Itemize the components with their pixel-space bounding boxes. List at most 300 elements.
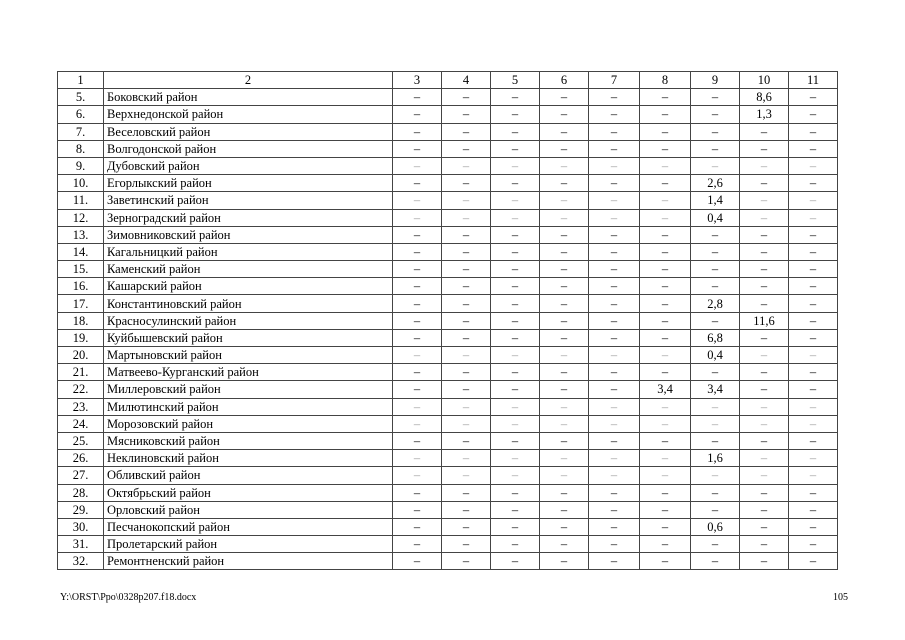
row-number: 7. bbox=[58, 123, 104, 140]
value-cell: – bbox=[640, 226, 691, 243]
district-name: Красносулинский район bbox=[104, 312, 393, 329]
row-number: 15. bbox=[58, 261, 104, 278]
value-cell: – bbox=[393, 140, 442, 157]
district-name: Кагальницкий район bbox=[104, 243, 393, 260]
value-cell: – bbox=[640, 467, 691, 484]
value-cell: – bbox=[640, 192, 691, 209]
value-cell: – bbox=[540, 398, 589, 415]
value-cell: – bbox=[540, 432, 589, 449]
value-cell: – bbox=[540, 89, 589, 106]
row-number: 18. bbox=[58, 312, 104, 329]
row-number: 25. bbox=[58, 432, 104, 449]
value-cell: – bbox=[691, 261, 740, 278]
value-cell: – bbox=[789, 226, 838, 243]
value-cell: – bbox=[491, 432, 540, 449]
column-header: 3 bbox=[393, 72, 442, 89]
value-cell: – bbox=[589, 364, 640, 381]
value-cell: – bbox=[540, 553, 589, 570]
value-cell: – bbox=[442, 501, 491, 518]
value-cell: – bbox=[789, 364, 838, 381]
value-cell: – bbox=[393, 261, 442, 278]
table-row bbox=[58, 347, 838, 364]
value-cell: – bbox=[442, 192, 491, 209]
value-cell: – bbox=[442, 243, 491, 260]
table-row bbox=[58, 261, 838, 278]
value-cell: – bbox=[740, 261, 789, 278]
value-cell: – bbox=[691, 140, 740, 157]
value-cell: – bbox=[491, 192, 540, 209]
value-cell: – bbox=[491, 415, 540, 432]
value-cell: – bbox=[393, 467, 442, 484]
value-cell: – bbox=[540, 312, 589, 329]
row-number: 24. bbox=[58, 415, 104, 432]
value-cell: – bbox=[393, 398, 442, 415]
value-cell: 0,4 bbox=[691, 347, 740, 364]
value-cell: – bbox=[491, 312, 540, 329]
district-name: Веселовский район bbox=[104, 123, 393, 140]
value-cell: – bbox=[691, 432, 740, 449]
district-name: Пролетарский район bbox=[104, 536, 393, 553]
value-cell: – bbox=[740, 192, 789, 209]
value-cell: – bbox=[589, 106, 640, 123]
value-cell: – bbox=[691, 243, 740, 260]
value-cell: – bbox=[589, 347, 640, 364]
value-cell: – bbox=[491, 518, 540, 535]
value-cell: – bbox=[589, 450, 640, 467]
value-cell: – bbox=[540, 501, 589, 518]
value-cell: – bbox=[442, 175, 491, 192]
value-cell: – bbox=[589, 123, 640, 140]
table-row bbox=[58, 467, 838, 484]
table-row bbox=[58, 89, 838, 106]
value-cell: – bbox=[393, 518, 442, 535]
value-cell: – bbox=[442, 364, 491, 381]
value-cell: – bbox=[740, 553, 789, 570]
table-row bbox=[58, 157, 838, 174]
value-cell: – bbox=[740, 536, 789, 553]
value-cell: – bbox=[393, 278, 442, 295]
district-name: Верхнедонской район bbox=[104, 106, 393, 123]
column-header: 8 bbox=[640, 72, 691, 89]
value-cell: – bbox=[691, 312, 740, 329]
value-cell: – bbox=[691, 467, 740, 484]
value-cell: – bbox=[491, 398, 540, 415]
column-header: 9 bbox=[691, 72, 740, 89]
value-cell: – bbox=[589, 398, 640, 415]
table-row bbox=[58, 123, 838, 140]
value-cell: – bbox=[540, 467, 589, 484]
table-row bbox=[58, 553, 838, 570]
value-cell: – bbox=[789, 329, 838, 346]
value-cell: – bbox=[640, 518, 691, 535]
value-cell: – bbox=[442, 295, 491, 312]
value-cell: – bbox=[640, 553, 691, 570]
row-number: 13. bbox=[58, 226, 104, 243]
value-cell: – bbox=[740, 467, 789, 484]
value-cell: – bbox=[540, 381, 589, 398]
value-cell: – bbox=[442, 312, 491, 329]
district-name: Зимовниковский район bbox=[104, 226, 393, 243]
district-name: Обливский район bbox=[104, 467, 393, 484]
row-number: 23. bbox=[58, 398, 104, 415]
value-cell: – bbox=[442, 518, 491, 535]
district-name: Зерноградский район bbox=[104, 209, 393, 226]
value-cell: – bbox=[393, 175, 442, 192]
value-cell: – bbox=[789, 467, 838, 484]
table-row bbox=[58, 484, 838, 501]
value-cell: – bbox=[691, 484, 740, 501]
district-name: Ремонтненский район bbox=[104, 553, 393, 570]
value-cell: – bbox=[740, 398, 789, 415]
value-cell: – bbox=[789, 450, 838, 467]
value-cell: – bbox=[491, 278, 540, 295]
value-cell: – bbox=[740, 501, 789, 518]
value-cell: – bbox=[442, 278, 491, 295]
value-cell: – bbox=[640, 261, 691, 278]
value-cell: – bbox=[491, 226, 540, 243]
value-cell: – bbox=[691, 553, 740, 570]
value-cell: 1,4 bbox=[691, 192, 740, 209]
value-cell: – bbox=[640, 432, 691, 449]
value-cell: – bbox=[640, 450, 691, 467]
row-number: 8. bbox=[58, 140, 104, 157]
value-cell: – bbox=[589, 243, 640, 260]
value-cell: – bbox=[789, 157, 838, 174]
value-cell: – bbox=[691, 157, 740, 174]
district-name: Матвеево-Курганский район bbox=[104, 364, 393, 381]
value-cell: – bbox=[691, 278, 740, 295]
value-cell: – bbox=[491, 553, 540, 570]
value-cell: 3,4 bbox=[640, 381, 691, 398]
value-cell: – bbox=[442, 329, 491, 346]
value-cell: – bbox=[540, 347, 589, 364]
column-header: 7 bbox=[589, 72, 640, 89]
value-cell: – bbox=[640, 536, 691, 553]
value-cell: – bbox=[789, 347, 838, 364]
value-cell: – bbox=[589, 157, 640, 174]
value-cell: – bbox=[691, 226, 740, 243]
district-name: Мясниковский район bbox=[104, 432, 393, 449]
value-cell: 6,8 bbox=[691, 329, 740, 346]
value-cell: – bbox=[640, 364, 691, 381]
column-header: 4 bbox=[442, 72, 491, 89]
value-cell: – bbox=[640, 89, 691, 106]
value-cell: – bbox=[540, 261, 589, 278]
value-cell: – bbox=[540, 329, 589, 346]
value-cell: – bbox=[589, 381, 640, 398]
value-cell: – bbox=[491, 123, 540, 140]
value-cell: – bbox=[740, 347, 789, 364]
row-number: 27. bbox=[58, 467, 104, 484]
value-cell: – bbox=[393, 157, 442, 174]
row-number: 22. bbox=[58, 381, 104, 398]
value-cell: – bbox=[393, 450, 442, 467]
value-cell: – bbox=[393, 484, 442, 501]
column-header: 10 bbox=[740, 72, 789, 89]
value-cell: – bbox=[491, 329, 540, 346]
value-cell: – bbox=[491, 89, 540, 106]
row-number: 28. bbox=[58, 484, 104, 501]
value-cell: – bbox=[789, 106, 838, 123]
value-cell: – bbox=[442, 261, 491, 278]
value-cell: – bbox=[789, 192, 838, 209]
value-cell: – bbox=[442, 140, 491, 157]
value-cell: – bbox=[442, 381, 491, 398]
value-cell: 2,8 bbox=[691, 295, 740, 312]
value-cell: – bbox=[691, 398, 740, 415]
value-cell: – bbox=[740, 209, 789, 226]
column-header: 5 bbox=[491, 72, 540, 89]
value-cell: – bbox=[393, 106, 442, 123]
value-cell: – bbox=[540, 123, 589, 140]
district-name: Мартыновский район bbox=[104, 347, 393, 364]
value-cell: – bbox=[740, 432, 789, 449]
value-cell: – bbox=[640, 157, 691, 174]
value-cell: – bbox=[589, 484, 640, 501]
district-name: Боковский район bbox=[104, 89, 393, 106]
value-cell: – bbox=[491, 381, 540, 398]
district-name: Константиновский район bbox=[104, 295, 393, 312]
row-number: 16. bbox=[58, 278, 104, 295]
row-number: 10. bbox=[58, 175, 104, 192]
value-cell: – bbox=[789, 89, 838, 106]
value-cell: 1,6 bbox=[691, 450, 740, 467]
value-cell: – bbox=[589, 295, 640, 312]
district-name: Октябрьский район bbox=[104, 484, 393, 501]
value-cell: – bbox=[691, 89, 740, 106]
value-cell: – bbox=[491, 157, 540, 174]
value-cell: – bbox=[540, 484, 589, 501]
value-cell: – bbox=[789, 278, 838, 295]
value-cell: – bbox=[640, 415, 691, 432]
value-cell: – bbox=[740, 450, 789, 467]
value-cell: – bbox=[540, 192, 589, 209]
value-cell: – bbox=[393, 432, 442, 449]
district-name: Куйбышевский район bbox=[104, 329, 393, 346]
row-number: 19. bbox=[58, 329, 104, 346]
value-cell: – bbox=[442, 347, 491, 364]
row-number: 29. bbox=[58, 501, 104, 518]
value-cell: – bbox=[540, 536, 589, 553]
row-number: 11. bbox=[58, 192, 104, 209]
value-cell: – bbox=[691, 415, 740, 432]
value-cell: – bbox=[393, 312, 442, 329]
value-cell: – bbox=[740, 123, 789, 140]
district-name: Каменский район bbox=[104, 261, 393, 278]
value-cell: – bbox=[740, 140, 789, 157]
value-cell: – bbox=[740, 484, 789, 501]
value-cell: – bbox=[442, 123, 491, 140]
value-cell: – bbox=[491, 450, 540, 467]
value-cell: – bbox=[393, 192, 442, 209]
value-cell: – bbox=[393, 209, 442, 226]
value-cell: – bbox=[789, 243, 838, 260]
value-cell: 3,4 bbox=[691, 381, 740, 398]
value-cell: 8,6 bbox=[740, 89, 789, 106]
value-cell: – bbox=[491, 347, 540, 364]
row-number: 30. bbox=[58, 518, 104, 535]
value-cell: – bbox=[589, 518, 640, 535]
row-number: 21. bbox=[58, 364, 104, 381]
table-row bbox=[58, 209, 838, 226]
row-number: 32. bbox=[58, 553, 104, 570]
district-name: Волгодонской район bbox=[104, 140, 393, 157]
value-cell: – bbox=[640, 123, 691, 140]
value-cell: – bbox=[789, 415, 838, 432]
value-cell: – bbox=[589, 536, 640, 553]
value-cell: – bbox=[491, 364, 540, 381]
value-cell: – bbox=[789, 123, 838, 140]
value-cell: – bbox=[740, 243, 789, 260]
value-cell: – bbox=[589, 432, 640, 449]
value-cell: – bbox=[393, 89, 442, 106]
table-row bbox=[58, 175, 838, 192]
value-cell: – bbox=[491, 467, 540, 484]
value-cell: – bbox=[740, 381, 789, 398]
value-cell: – bbox=[442, 398, 491, 415]
value-cell: – bbox=[540, 226, 589, 243]
value-cell: – bbox=[491, 484, 540, 501]
district-name: Заветинский район bbox=[104, 192, 393, 209]
value-cell: – bbox=[640, 329, 691, 346]
value-cell: – bbox=[393, 123, 442, 140]
value-cell: – bbox=[540, 106, 589, 123]
value-cell: – bbox=[740, 329, 789, 346]
value-cell: – bbox=[491, 261, 540, 278]
value-cell: – bbox=[740, 364, 789, 381]
table-row bbox=[58, 106, 838, 123]
column-header: 6 bbox=[540, 72, 589, 89]
value-cell: – bbox=[540, 157, 589, 174]
table-row bbox=[58, 226, 838, 243]
value-cell: – bbox=[789, 518, 838, 535]
value-cell: – bbox=[789, 295, 838, 312]
page-number: 105 bbox=[833, 592, 848, 603]
value-cell: 2,6 bbox=[691, 175, 740, 192]
value-cell: – bbox=[789, 381, 838, 398]
value-cell: – bbox=[789, 501, 838, 518]
value-cell: – bbox=[491, 140, 540, 157]
value-cell: – bbox=[589, 89, 640, 106]
district-name: Песчанокопский район bbox=[104, 518, 393, 535]
value-cell: – bbox=[393, 553, 442, 570]
value-cell: – bbox=[789, 261, 838, 278]
table-row bbox=[58, 415, 838, 432]
value-cell: – bbox=[393, 501, 442, 518]
value-cell: – bbox=[589, 209, 640, 226]
value-cell: – bbox=[789, 312, 838, 329]
table-row bbox=[58, 278, 838, 295]
value-cell: – bbox=[540, 415, 589, 432]
value-cell: – bbox=[393, 295, 442, 312]
value-cell: – bbox=[540, 175, 589, 192]
value-cell: – bbox=[442, 226, 491, 243]
value-cell: – bbox=[442, 209, 491, 226]
value-cell: – bbox=[540, 209, 589, 226]
value-cell: – bbox=[442, 536, 491, 553]
row-number: 14. bbox=[58, 243, 104, 260]
table-body bbox=[58, 89, 838, 570]
value-cell: – bbox=[540, 243, 589, 260]
header-row bbox=[58, 72, 838, 89]
value-cell: – bbox=[640, 278, 691, 295]
value-cell: – bbox=[789, 432, 838, 449]
value-cell: – bbox=[393, 536, 442, 553]
value-cell: – bbox=[540, 518, 589, 535]
district-name: Милютинский район bbox=[104, 398, 393, 415]
value-cell: – bbox=[691, 536, 740, 553]
column-header: 2 bbox=[104, 72, 393, 89]
table-row bbox=[58, 432, 838, 449]
value-cell: – bbox=[491, 536, 540, 553]
value-cell: 1,3 bbox=[740, 106, 789, 123]
value-cell: – bbox=[740, 295, 789, 312]
value-cell: – bbox=[442, 484, 491, 501]
value-cell: – bbox=[393, 364, 442, 381]
value-cell: – bbox=[491, 175, 540, 192]
value-cell: – bbox=[740, 226, 789, 243]
row-number: 20. bbox=[58, 347, 104, 364]
value-cell: – bbox=[393, 381, 442, 398]
value-cell: – bbox=[691, 501, 740, 518]
value-cell: – bbox=[789, 140, 838, 157]
district-name: Егорлыкский район bbox=[104, 175, 393, 192]
value-cell: – bbox=[789, 398, 838, 415]
value-cell: – bbox=[540, 450, 589, 467]
value-cell: – bbox=[589, 312, 640, 329]
value-cell: – bbox=[442, 106, 491, 123]
value-cell: – bbox=[640, 209, 691, 226]
value-cell: – bbox=[393, 415, 442, 432]
table-row bbox=[58, 192, 838, 209]
district-name: Миллеровский район bbox=[104, 381, 393, 398]
value-cell: – bbox=[540, 278, 589, 295]
value-cell: – bbox=[640, 484, 691, 501]
value-cell: – bbox=[540, 140, 589, 157]
value-cell: – bbox=[589, 329, 640, 346]
value-cell: – bbox=[740, 518, 789, 535]
column-header: 1 bbox=[58, 72, 104, 89]
table-row bbox=[58, 536, 838, 553]
table-row bbox=[58, 364, 838, 381]
value-cell: – bbox=[491, 209, 540, 226]
table-row bbox=[58, 295, 838, 312]
table-row bbox=[58, 450, 838, 467]
value-cell: – bbox=[640, 106, 691, 123]
value-cell: – bbox=[589, 175, 640, 192]
value-cell: – bbox=[789, 553, 838, 570]
table-row bbox=[58, 312, 838, 329]
data-table bbox=[57, 71, 838, 570]
value-cell: – bbox=[789, 536, 838, 553]
value-cell: – bbox=[740, 157, 789, 174]
value-cell: – bbox=[691, 123, 740, 140]
value-cell: – bbox=[393, 243, 442, 260]
row-number: 12. bbox=[58, 209, 104, 226]
value-cell: 0,4 bbox=[691, 209, 740, 226]
value-cell: – bbox=[640, 398, 691, 415]
value-cell: – bbox=[691, 106, 740, 123]
row-number: 9. bbox=[58, 157, 104, 174]
value-cell: – bbox=[640, 312, 691, 329]
district-name: Кашарский район bbox=[104, 278, 393, 295]
value-cell: – bbox=[640, 243, 691, 260]
value-cell: – bbox=[393, 226, 442, 243]
value-cell: – bbox=[640, 295, 691, 312]
value-cell: – bbox=[589, 261, 640, 278]
value-cell: – bbox=[589, 140, 640, 157]
table-row bbox=[58, 140, 838, 157]
